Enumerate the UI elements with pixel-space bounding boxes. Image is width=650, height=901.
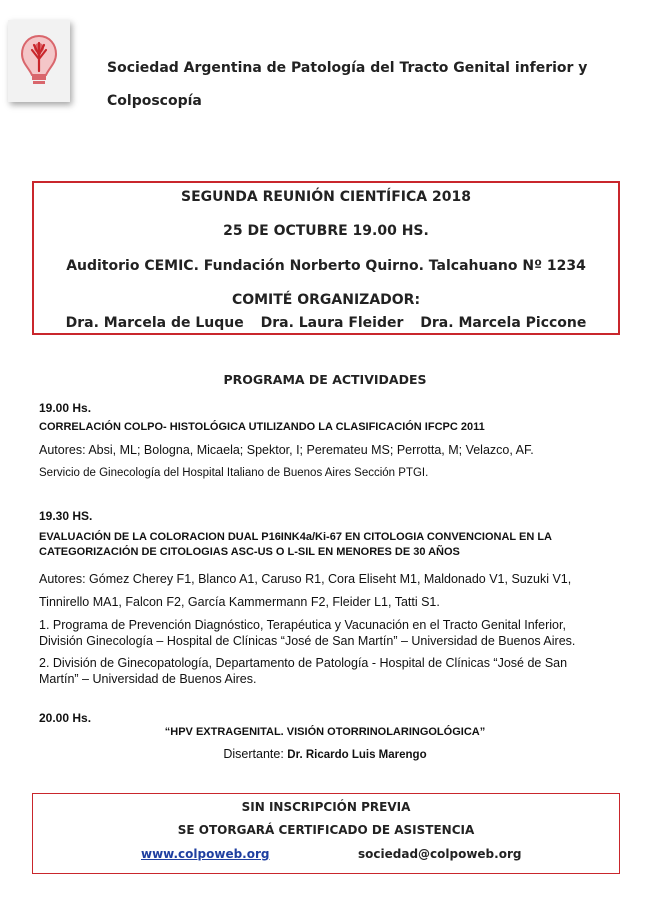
speaker-label: Disertante: <box>223 747 288 761</box>
session2-title-line2: CATEGORIZACIÓN DE CITOLOGIAS ASC-US O L-SIL EN MENORES DE 30 AÑOS <box>39 546 460 558</box>
session2-affiliation2-line2: Martín” – Universidad de Buenos Aires. <box>39 672 257 686</box>
session3-speaker <box>0 747 650 761</box>
society-name <box>107 52 627 118</box>
speaker-name: Dr. Ricardo Luis Marengo <box>287 749 427 761</box>
event-info-box <box>32 181 620 335</box>
contact-email: sociedad@colpoweb.org <box>358 847 522 861</box>
event-venue: Auditorio CEMIC. Fundación Norberto Quirno. Talcahuano Nº 1234 <box>66 258 586 274</box>
session2-time: 19.30 HS. <box>39 509 93 523</box>
no-registration-notice: SIN INSCRIPCIÓN PREVIA <box>241 800 411 814</box>
committee-member: Dra. Marcela Piccone <box>420 315 587 331</box>
session1-authors: Autores: Absi, ML; Bologna, Micaela; Spektor, I; Peremateu MS; Perrotta, M; Velazco, AF. <box>39 443 534 457</box>
society-logo <box>8 20 70 102</box>
committee-member: Dra. Marcela de Luque <box>65 315 244 331</box>
session1-title: CORRELACIÓN COLPO- HISTOLÓGICA UTILIZANDO LA CLASIFICACIÓN IFCPC 2011 <box>39 421 485 433</box>
session2-authors-line1: Autores: Gómez Cherey F1, Blanco A1, Caruso R1, Cora Eliseht M1, Maldonado V1, Suzuki V1, <box>39 572 572 586</box>
committee-members <box>34 315 618 331</box>
bulb-logo-icon <box>19 33 59 89</box>
session2-affiliation1-line2: División Ginecología – Hospital de Clínicas “José de San Martín” – Universidad de Buenos Aires. <box>39 634 576 648</box>
session3-time: 20.00 Hs. <box>39 711 92 725</box>
session2-title-line1: EVALUACIÓN DE LA COLORACION DUAL P16INK4a/Ki-67 EN CITOLOGIA CONVENCIONAL EN LA <box>39 531 552 543</box>
society-name-line2: Colposcopía <box>107 93 202 109</box>
event-title: SEGUNDA REUNIÓN CIENTÍFICA 2018 <box>181 189 471 205</box>
committee-label: COMITÉ ORGANIZADOR: <box>231 292 421 308</box>
committee-member: Dra. Laura Fleider <box>260 315 404 331</box>
session2-affiliation1-line1: 1. Programa de Prevención Diagnóstico, Terapéutica y Vacunación en el Tracto Genital Inferior, <box>39 618 566 632</box>
event-date: 25 DE OCTUBRE 19.00 HS. <box>223 223 429 239</box>
footer-info-box <box>32 793 620 874</box>
session1-service: Servicio de Ginecología del Hospital Italiano de Buenos Aires Sección PTGI. <box>39 467 429 479</box>
website-link[interactable]: www.colpoweb.org <box>141 847 270 861</box>
certificate-notice: SE OTORGARÁ CERTIFICADO DE ASISTENCIA <box>177 823 475 837</box>
session2-authors-line2: Tinnirello MA1, Falcon F2, García Kammermann F2, Fleider L1, Tatti S1. <box>39 595 440 609</box>
session2-affiliation2-line1: 2. División de Ginecopatología, Departamento de Patología - Hospital de Clínicas “José de San <box>39 656 568 670</box>
society-name-line1: Sociedad Argentina de Patología del Tracto Genital inferior y <box>107 60 588 76</box>
session1-time: 19.00 Hs. <box>39 401 92 415</box>
session3-title: “HPV EXTRAGENITAL. VISIÓN OTORRINOLARINGOLÓGICA” <box>164 726 486 738</box>
program-title: PROGRAMA DE ACTIVIDADES <box>223 372 427 387</box>
